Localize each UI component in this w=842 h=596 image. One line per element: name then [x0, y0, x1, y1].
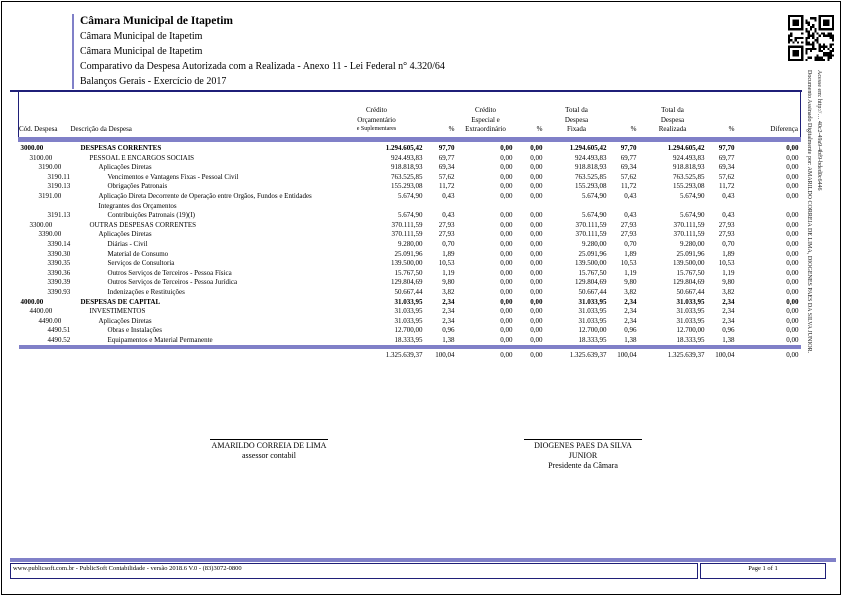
cell-dif: 0,00 [786, 153, 799, 162]
cell-p4: 10,53 [718, 259, 735, 268]
expense-description: Diárias - Civil [107, 239, 148, 248]
cell-p1: 57,62 [438, 172, 455, 181]
report-header [72, 14, 445, 89]
cell-p4: 0,43 [722, 211, 735, 220]
cell-v4: 763.525,85 [673, 172, 705, 181]
report-page [1, 1, 841, 595]
cell-p1: 0,96 [442, 326, 455, 335]
cell-v3: 25.091,96 [578, 249, 607, 258]
expense-table-frame [10, 90, 802, 361]
cell-v1: 15.767,50 [394, 268, 423, 277]
signature-role: assessor contabil [242, 451, 296, 460]
table-row [19, 298, 801, 308]
expense-description: DESPESAS DE CAPITAL [80, 297, 161, 306]
total-pct-3: 100,04 [609, 347, 639, 361]
cell-v4: 18.333,95 [676, 335, 705, 344]
col-header-despesa-fixada: Total da Despesa Fixada [545, 92, 609, 140]
cell-p3: 1,38 [624, 335, 637, 344]
expense-description: Indenizações e Restituições [107, 287, 185, 296]
table-row [19, 230, 801, 240]
cell-p1: 1,38 [442, 335, 455, 344]
cell-v3: 763.525,85 [575, 172, 607, 181]
cell-v2: 0,00 [500, 278, 513, 287]
expense-code: 3390.36 [47, 268, 71, 277]
digital-signature-url: Acesse em: http://… 40c2-49a9-4bf9-bded0c6446 [816, 70, 822, 191]
signature-line [524, 439, 642, 440]
cell-v3: 5.674,90 [582, 211, 607, 220]
cell-p3: 27,93 [620, 220, 637, 229]
signature-block-right [508, 439, 658, 471]
cell-v4: 50.667,44 [676, 287, 705, 296]
cell-v1: 50.667,44 [394, 287, 423, 296]
cell-p1: 1,89 [442, 249, 455, 258]
cell-v3: 12.700,00 [578, 326, 607, 335]
cell-p3: 69,34 [620, 163, 637, 172]
expense-code: 3300.00 [29, 220, 53, 229]
expense-code: 3390.14 [47, 239, 71, 248]
cell-dif: 0,00 [786, 182, 799, 191]
expense-code: 3390.30 [47, 249, 71, 258]
cell-p2: 0,00 [530, 191, 543, 200]
table-row [19, 221, 801, 231]
col-header-credito-especial: Crédito Especial e Extraordinário [457, 92, 515, 140]
cell-p3: 10,53 [620, 259, 637, 268]
cell-v2: 0,00 [500, 316, 513, 325]
cell-v2: 0,00 [500, 259, 513, 268]
cell-dif: 0,00 [786, 326, 799, 335]
cell-dif: 0,00 [786, 220, 799, 229]
cell-v3: 370.111,59 [575, 230, 607, 239]
cell-v2: 0,00 [500, 182, 513, 191]
expense-description: OUTRAS DESPESAS CORRENTES [89, 220, 197, 229]
cell-p2: 0,00 [530, 287, 543, 296]
digital-signature-stamp [804, 70, 823, 353]
cell-p3: 0,43 [624, 211, 637, 220]
digital-signature-text: Documento Assinado Digitalmente por: AMARILDO CORREIA DE LIMA, DIOGENES PAES DA SILVA JUNIOR. [806, 70, 812, 354]
cell-v1: 1.294.605,42 [385, 144, 423, 152]
expense-table [18, 92, 801, 361]
cell-p1: 69,77 [438, 153, 455, 162]
cell-v2: 0,00 [500, 326, 513, 335]
cell-v4: 370.111,59 [673, 230, 705, 239]
cell-p3: 1,19 [624, 268, 637, 277]
total-despesa-realizada: 1.325.639,37 [639, 347, 707, 361]
expense-code: 3191.00 [38, 191, 62, 200]
cell-v3: 31.033,95 [578, 297, 607, 306]
cell-p2: 0,00 [530, 278, 543, 287]
cell-v2: 0,00 [500, 153, 513, 162]
cell-v2: 0,00 [500, 297, 513, 306]
col-header-pct-2: % [515, 92, 545, 140]
expense-code: 3390.39 [47, 278, 71, 287]
cell-v4: 1.294.605,42 [667, 144, 705, 152]
cell-dif: 0,00 [786, 249, 799, 258]
cell-p1: 0,43 [442, 211, 455, 220]
cell-dif: 0,00 [786, 307, 799, 316]
table-row [19, 326, 801, 336]
expense-code: 4400.00 [29, 307, 53, 316]
total-row [19, 347, 801, 361]
expense-code: 3390.93 [47, 287, 71, 296]
cell-p4: 57,62 [718, 172, 735, 181]
org-line-3: Câmara Municipal de Itapetim [80, 46, 203, 57]
col-header-pct-3: % [609, 92, 639, 140]
cell-v2: 0,00 [500, 287, 513, 296]
cell-p2: 0,00 [530, 230, 543, 239]
cell-v1: 155.293,08 [391, 182, 423, 191]
total-despesa-fixada: 1.325.639,37 [545, 347, 609, 361]
cell-p2: 0,00 [530, 172, 543, 181]
expense-description: PESSOAL E ENCARGOS SOCIAIS [89, 153, 195, 162]
cell-p4: 1,89 [722, 249, 735, 258]
cell-dif: 0,00 [786, 239, 799, 248]
cell-p1: 10,53 [438, 259, 455, 268]
cell-v2: 0,00 [500, 268, 513, 277]
table-row [19, 250, 801, 260]
expense-code: 3390.35 [47, 259, 71, 268]
cell-v3: 9.280,00 [582, 239, 607, 248]
cell-v1: 25.091,96 [394, 249, 423, 258]
cell-v3: 5.674,90 [582, 191, 607, 200]
cell-p4: 27,93 [718, 230, 735, 239]
cell-v3: 139.500,00 [575, 259, 607, 268]
col-header-despesa-realizada: Total da Despesa Realizada [639, 92, 707, 140]
cell-v4: 31.033,95 [676, 316, 705, 325]
table-row [19, 173, 801, 183]
cell-v4: 370.111,59 [673, 220, 705, 229]
cell-v2: 0,00 [500, 144, 513, 152]
cell-v1: 5.674,90 [398, 211, 423, 220]
expense-description-cont: Integrantes dos Orçamentos [98, 201, 177, 210]
cell-p4: 9,80 [722, 278, 735, 287]
cell-p3: 0,43 [624, 191, 637, 200]
cell-p3: 2,34 [624, 316, 637, 325]
expense-description: Aplicação Direta Decorrente de Operação entre Orgãos, Fundos e Entidades [98, 191, 312, 200]
cell-p2: 0,00 [530, 316, 543, 325]
table-row [19, 269, 801, 279]
table-row [19, 317, 801, 327]
cell-dif: 0,00 [786, 172, 799, 181]
cell-v4: 918.818,93 [673, 163, 705, 172]
expense-code: 3100.00 [29, 153, 53, 162]
expense-description: DESPESAS CORRENTES [80, 144, 162, 152]
cell-p4: 0,43 [722, 191, 735, 200]
cell-dif: 0,00 [786, 316, 799, 325]
signature-role: Presidente da Câmara [548, 461, 618, 470]
cell-v2: 0,00 [500, 249, 513, 258]
expense-code: 4490.00 [38, 316, 62, 325]
cell-p4: 27,93 [718, 220, 735, 229]
cell-p3: 2,34 [624, 297, 637, 306]
expense-description: Serviços de Consultoria [107, 259, 175, 268]
expense-description: Aplicações Diretas [98, 230, 152, 239]
col-header-pct-1: % [425, 92, 457, 140]
cell-p2: 0,00 [530, 259, 543, 268]
total-diferenca: 0,00 [737, 347, 801, 361]
report-period: Balanços Gerais - Exercício de 2017 [80, 76, 227, 87]
cell-p1: 1,19 [442, 268, 455, 277]
cell-dif: 0,00 [786, 278, 799, 287]
cell-v1: 370.111,59 [391, 230, 423, 239]
table-row [19, 288, 801, 298]
cell-p2: 0,00 [530, 249, 543, 258]
cell-v2: 0,00 [500, 335, 513, 344]
cell-p3: 57,62 [620, 172, 637, 181]
col-header-descricao: Descrição da Despesa [71, 92, 329, 140]
cell-v4: 15.767,50 [676, 268, 705, 277]
expense-code: 4000.00 [20, 297, 44, 306]
cell-p3: 3,82 [624, 287, 637, 296]
cell-p3: 11,72 [621, 182, 637, 191]
signature-name: DIOGENES PAES DA SILVA JUNIOR [534, 441, 632, 460]
footer-app-info: www.publicsoft.com.br - PublicSoft Contabilidade - versão 2018.6 V.0 - (83)3072-0800 [10, 563, 698, 579]
table-row [19, 307, 801, 317]
cell-v1: 139.500,00 [391, 259, 423, 268]
cell-v3: 1.294.605,42 [569, 144, 607, 152]
cell-v3: 50.667,44 [578, 287, 607, 296]
cell-v4: 25.091,96 [676, 249, 705, 258]
table-row [19, 163, 801, 173]
table-row [19, 259, 801, 269]
cell-v1: 12.700,00 [394, 326, 423, 335]
expense-description: Contribuições Patronais (19)(I) [107, 211, 195, 220]
cell-v2: 0,00 [500, 172, 513, 181]
cell-p1: 2,34 [442, 316, 455, 325]
cell-p4: 2,34 [722, 316, 735, 325]
cell-p2: 0,00 [530, 153, 543, 162]
cell-dif: 0,00 [786, 259, 799, 268]
signature-name: AMARILDO CORREIA DE LIMA [211, 441, 327, 450]
table-row [19, 336, 801, 348]
cell-p4: 0,96 [722, 326, 735, 335]
cell-p4: 69,77 [718, 153, 735, 162]
cell-p1: 97,70 [438, 144, 455, 152]
cell-v4: 5.674,90 [680, 211, 705, 220]
org-title: Câmara Municipal de Itapetim [80, 15, 234, 27]
cell-p1: 2,34 [442, 307, 455, 316]
cell-v2: 0,00 [500, 239, 513, 248]
col-header-diferenca: Diferença [737, 92, 801, 140]
table-row [19, 240, 801, 250]
expense-code: 3190.00 [38, 163, 62, 172]
cell-dif: 0,00 [786, 191, 799, 200]
cell-v3: 129.804,69 [575, 278, 607, 287]
cell-p1: 3,82 [442, 287, 455, 296]
expense-code: 4490.52 [47, 335, 71, 344]
cell-p1: 27,93 [438, 230, 455, 239]
col-header-credito-orcamentario: Crédito Orçamentário e Suplementares [329, 92, 425, 140]
cell-v1: 763.525,85 [391, 172, 423, 181]
table-row [19, 140, 801, 154]
cell-p3: 69,77 [620, 153, 637, 162]
expense-code: 3191.13 [47, 211, 71, 220]
expense-description: Equipamentos e Material Permanente [107, 335, 213, 344]
cell-p1: 0,43 [442, 191, 455, 200]
footer-accent-band [10, 558, 836, 562]
table-row [19, 192, 801, 211]
cell-p3: 27,93 [620, 230, 637, 239]
cell-v4: 924.493,83 [673, 153, 705, 162]
cell-v4: 31.033,95 [676, 297, 705, 306]
table-row [19, 278, 801, 288]
expense-description: Aplicações Diretas [98, 163, 152, 172]
cell-p4: 2,34 [722, 297, 735, 306]
cell-v2: 0,00 [500, 307, 513, 316]
cell-v1: 31.033,95 [394, 307, 423, 316]
expense-code: 3190.11 [47, 172, 70, 181]
cell-p2: 0,00 [530, 326, 543, 335]
cell-v4: 9.280,00 [680, 239, 705, 248]
cell-p3: 0,96 [624, 326, 637, 335]
cell-p4: 0,70 [722, 239, 735, 248]
cell-dif: 0,00 [786, 287, 799, 296]
cell-dif: 0,00 [786, 144, 799, 152]
total-pct-1: 100,04 [425, 347, 457, 361]
cell-p2: 0,00 [530, 297, 543, 306]
cell-p3: 1,89 [624, 249, 637, 258]
cell-v1: 31.033,95 [394, 316, 423, 325]
expense-code: 3390.00 [38, 230, 62, 239]
cell-v3: 31.033,95 [578, 307, 607, 316]
cell-p4: 69,34 [718, 163, 735, 172]
qr-code [788, 15, 834, 61]
cell-v4: 12.700,00 [676, 326, 705, 335]
cell-v2: 0,00 [500, 211, 513, 220]
cell-p2: 0,00 [530, 211, 543, 220]
cell-p1: 0,70 [442, 239, 455, 248]
cell-p1: 69,34 [438, 163, 455, 172]
cell-v3: 18.333,95 [578, 335, 607, 344]
cell-p4: 1,19 [722, 268, 735, 277]
cell-v1: 924.493,83 [391, 153, 423, 162]
cell-v2: 0,00 [500, 230, 513, 239]
cell-dif: 0,00 [786, 163, 799, 172]
col-header-pct-4: % [707, 92, 737, 140]
expense-description: Vencimentos e Vantagens Fixas - Pessoal Civil [107, 172, 239, 181]
cell-v4: 5.674,90 [680, 191, 705, 200]
cell-v1: 370.111,59 [391, 220, 423, 229]
cell-v1: 5.674,90 [398, 191, 423, 200]
cell-p4: 3,82 [722, 287, 735, 296]
table-row [19, 211, 801, 221]
cell-p2: 0,00 [530, 239, 543, 248]
cell-dif: 0,00 [786, 230, 799, 239]
cell-p2: 0,00 [530, 307, 543, 316]
cell-p1: 2,34 [442, 297, 455, 306]
cell-p4: 1,38 [722, 335, 735, 344]
cell-v4: 155.293,08 [673, 182, 705, 191]
footer-page-number: Page 1 of 1 [700, 563, 826, 579]
cell-p2: 0,00 [530, 182, 543, 191]
cell-v3: 370.111,59 [575, 220, 607, 229]
cell-p3: 97,70 [620, 144, 637, 152]
org-line-2: Câmara Municipal de Itapetim [80, 31, 203, 42]
cell-p2: 0,00 [530, 144, 543, 152]
cell-v4: 139.500,00 [673, 259, 705, 268]
cell-dif: 0,00 [786, 297, 799, 306]
cell-p2: 0,00 [530, 335, 543, 344]
expense-description: INVESTIMENTOS [89, 307, 146, 316]
cell-p3: 9,80 [624, 278, 637, 287]
cell-v1: 918.818,93 [391, 163, 423, 172]
cell-p4: 11,72 [719, 182, 735, 191]
cell-v1: 129.804,69 [391, 278, 423, 287]
total-credito-orcamentario: 1.325.639,37 [329, 347, 425, 361]
total-pct-2: 0,00 [515, 347, 545, 361]
expense-code: 3190.13 [47, 182, 71, 191]
cell-v3: 31.033,95 [578, 316, 607, 325]
total-credito-especial: 0,00 [457, 347, 515, 361]
cell-p1: 9,80 [442, 278, 455, 287]
signature-block-left [194, 439, 344, 461]
cell-v3: 15.767,50 [578, 268, 607, 277]
table-row [19, 154, 801, 164]
cell-v3: 918.818,93 [575, 163, 607, 172]
cell-v4: 31.033,95 [676, 307, 705, 316]
cell-v1: 31.033,95 [394, 297, 423, 306]
cell-v3: 924.493,83 [575, 153, 607, 162]
expense-description: Aplicações Diretas [98, 316, 152, 325]
cell-dif: 0,00 [786, 211, 799, 220]
cell-p2: 0,00 [530, 163, 543, 172]
table-row [19, 182, 801, 192]
cell-p1: 27,93 [438, 220, 455, 229]
total-pct-4: 100,04 [707, 347, 737, 361]
cell-dif: 0,00 [786, 335, 799, 344]
col-header-codigo: Cód. Despesa [19, 92, 71, 140]
cell-p4: 2,34 [722, 307, 735, 316]
signature-line [210, 439, 328, 440]
cell-v2: 0,00 [500, 220, 513, 229]
expense-code: 4490.51 [47, 326, 71, 335]
table-body [19, 140, 801, 348]
cell-p2: 0,00 [530, 220, 543, 229]
cell-v2: 0,00 [500, 163, 513, 172]
cell-p4: 97,70 [718, 144, 735, 152]
expense-description: Obras e Instalações [107, 326, 162, 335]
cell-p1: 11,72 [439, 182, 455, 191]
cell-v3: 155.293,08 [575, 182, 607, 191]
cell-dif: 0,00 [786, 268, 799, 277]
table-header-row [19, 92, 801, 140]
report-title: Comparativo da Despesa Autorizada com a Realizada - Anexo 11 - Lei Federal n° 4.320/64 [80, 61, 445, 72]
expense-description: Outros Serviços de Terceiros - Pessoa Física [107, 268, 232, 277]
cell-v1: 18.333,95 [394, 335, 423, 344]
cell-p3: 2,34 [624, 307, 637, 316]
cell-v2: 0,00 [500, 191, 513, 200]
expense-description: Outros Serviços de Terceiros - Pessoa Jurídica [107, 278, 238, 287]
cell-p2: 0,00 [530, 268, 543, 277]
expense-description: Obrigações Patronais [107, 182, 168, 191]
expense-description: Material de Consumo [107, 249, 169, 258]
cell-p3: 0,70 [624, 239, 637, 248]
expense-code: 3000.00 [20, 144, 44, 152]
cell-v4: 129.804,69 [673, 278, 705, 287]
cell-v1: 9.280,00 [398, 239, 423, 248]
